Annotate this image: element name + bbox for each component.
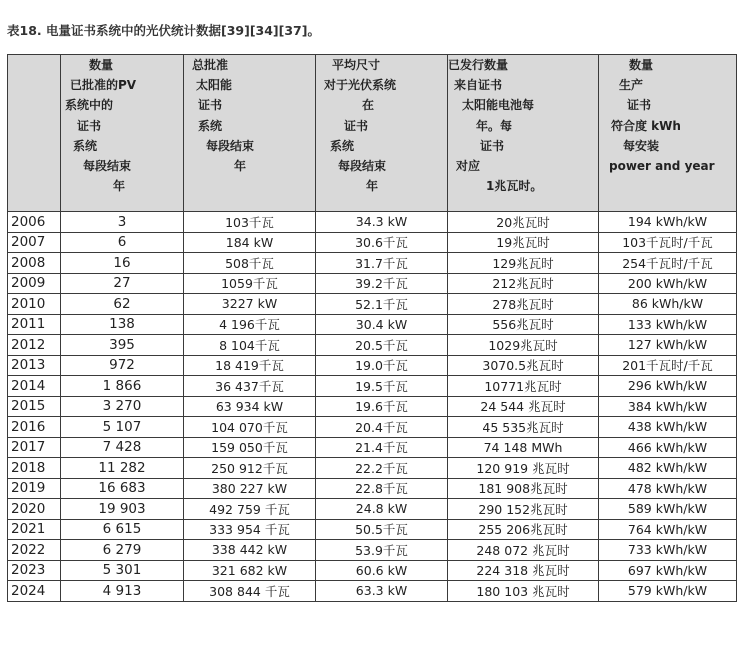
cell-certificates: 129兆瓦时 <box>448 253 599 274</box>
table-row <box>8 417 737 438</box>
cell-average-size: 39.2千瓦 <box>316 273 448 294</box>
header-year <box>8 55 61 212</box>
header-line: 证书 <box>198 98 223 113</box>
header-row <box>8 55 737 212</box>
header-line: 生产 <box>619 78 644 93</box>
cell-year: 2020 <box>8 499 61 520</box>
cell-certificates: 212兆瓦时 <box>448 273 599 294</box>
cell-production: 589 kWh/kW <box>599 499 737 520</box>
table-row <box>8 437 737 458</box>
cell-total-power: 338 442 kW <box>184 540 316 561</box>
cell-total-power: 63 934 kW <box>184 396 316 417</box>
cell-total-power: 380 227 kW <box>184 478 316 499</box>
cell-certificates: 248 072 兆瓦时 <box>448 540 599 561</box>
cell-year: 2014 <box>8 376 61 397</box>
cell-production: 103千瓦时/千瓦 <box>599 232 737 253</box>
cell-production: 133 kWh/kW <box>599 314 737 335</box>
cell-certificates: 224 318 兆瓦时 <box>448 560 599 581</box>
header-production-per-kw <box>599 55 737 212</box>
header-line: 年。每 <box>476 118 513 133</box>
header-approved-systems <box>61 55 184 212</box>
table-row <box>8 232 737 253</box>
table-row <box>8 478 737 499</box>
table-row <box>8 212 737 233</box>
table-row <box>8 540 737 561</box>
table-row <box>8 253 737 274</box>
cell-average-size: 19.6千瓦 <box>316 396 448 417</box>
cell-approved-systems: 6 <box>61 232 184 253</box>
cell-total-power: 103千瓦 <box>184 212 316 233</box>
cell-total-power: 308 844 千瓦 <box>184 581 316 602</box>
cell-certificates: 290 152兆瓦时 <box>448 499 599 520</box>
cell-production: 579 kWh/kW <box>599 581 737 602</box>
cell-year: 2022 <box>8 540 61 561</box>
cell-total-power: 250 912千瓦 <box>184 458 316 479</box>
cell-approved-systems: 7 428 <box>61 437 184 458</box>
header-line: 太阳能电池每 <box>462 98 535 113</box>
cell-year: 2007 <box>8 232 61 253</box>
header-line: 来自证书 <box>454 78 503 93</box>
cell-average-size: 30.6千瓦 <box>316 232 448 253</box>
table-row <box>8 355 737 376</box>
cell-certificates: 556兆瓦时 <box>448 314 599 335</box>
table-row <box>8 335 737 356</box>
table-row <box>8 519 737 540</box>
table-row <box>8 458 737 479</box>
table-body <box>8 212 737 602</box>
table-row <box>8 499 737 520</box>
cell-certificates: 24 544 兆瓦时 <box>448 396 599 417</box>
header-line: 1兆瓦时。 <box>486 179 543 194</box>
cell-approved-systems: 3 <box>61 212 184 233</box>
cell-certificates: 20兆瓦时 <box>448 212 599 233</box>
cell-approved-systems: 4 913 <box>61 581 184 602</box>
cell-approved-systems: 62 <box>61 294 184 315</box>
cell-year: 2018 <box>8 458 61 479</box>
cell-certificates: 3070.5兆瓦时 <box>448 355 599 376</box>
cell-approved-systems: 395 <box>61 335 184 356</box>
header-line: 数量 <box>89 58 114 72</box>
cell-year: 2013 <box>8 355 61 376</box>
cell-year: 2010 <box>8 294 61 315</box>
cell-average-size: 60.6 kW <box>316 560 448 581</box>
cell-certificates: 120 919 兆瓦时 <box>448 458 599 479</box>
cell-year: 2012 <box>8 335 61 356</box>
cell-total-power: 18 419千瓦 <box>184 355 316 376</box>
cell-average-size: 20.4千瓦 <box>316 417 448 438</box>
cell-average-size: 24.8 kW <box>316 499 448 520</box>
cell-total-power: 8 104千瓦 <box>184 335 316 356</box>
cell-year: 2023 <box>8 560 61 581</box>
header-line: 证书 <box>480 138 505 153</box>
table-caption: 表18. 电量证书系统中的光伏统计数据[39][34][37]。 <box>7 23 320 38</box>
cell-average-size: 50.5千瓦 <box>316 519 448 540</box>
cell-year: 2009 <box>8 273 61 294</box>
cell-production: 194 kWh/kW <box>599 212 737 233</box>
cell-approved-systems: 138 <box>61 314 184 335</box>
cell-production: 296 kWh/kW <box>599 376 737 397</box>
header-line: 对于光伏系统 <box>324 78 397 93</box>
cell-certificates: 255 206兆瓦时 <box>448 519 599 540</box>
cell-approved-systems: 972 <box>61 355 184 376</box>
header-line: 对应 <box>456 159 481 174</box>
cell-average-size: 31.7千瓦 <box>316 253 448 274</box>
header-line: 每安装 <box>623 138 660 153</box>
header-line: 系统中的 <box>65 98 114 113</box>
cell-total-power: 333 954 千瓦 <box>184 519 316 540</box>
cell-approved-systems: 16 683 <box>61 478 184 499</box>
cell-average-size: 52.1千瓦 <box>316 294 448 315</box>
header-certificates-issued <box>448 55 599 212</box>
cell-approved-systems: 16 <box>61 253 184 274</box>
header-line: 数量 <box>629 58 654 72</box>
header-line: 太阳能 <box>196 78 233 93</box>
header-line: 总批准 <box>192 58 229 72</box>
cell-total-power: 104 070千瓦 <box>184 417 316 438</box>
cell-production: 384 kWh/kW <box>599 396 737 417</box>
header-line: 年 <box>113 179 126 194</box>
cell-certificates: 45 535兆瓦时 <box>448 417 599 438</box>
cell-total-power: 159 050千瓦 <box>184 437 316 458</box>
cell-production: 438 kWh/kW <box>599 417 737 438</box>
cell-average-size: 53.9千瓦 <box>316 540 448 561</box>
cell-year: 2019 <box>8 478 61 499</box>
cell-production: 482 kWh/kW <box>599 458 737 479</box>
cell-total-power: 36 437千瓦 <box>184 376 316 397</box>
cell-approved-systems: 27 <box>61 273 184 294</box>
table-row <box>8 294 737 315</box>
cell-year: 2015 <box>8 396 61 417</box>
cell-production: 733 kWh/kW <box>599 540 737 561</box>
table-row <box>8 560 737 581</box>
cell-approved-systems: 5 301 <box>61 560 184 581</box>
cell-average-size: 22.2千瓦 <box>316 458 448 479</box>
cell-production: 127 kWh/kW <box>599 335 737 356</box>
cell-certificates: 180 103 兆瓦时 <box>448 581 599 602</box>
cell-production: 478 kWh/kW <box>599 478 737 499</box>
cell-average-size: 19.5千瓦 <box>316 376 448 397</box>
header-line: 年 <box>366 179 379 194</box>
header-average-size <box>316 55 448 212</box>
cell-approved-systems: 11 282 <box>61 458 184 479</box>
header-line: 平均尺寸 <box>332 58 381 72</box>
cell-average-size: 30.4 kW <box>316 314 448 335</box>
cell-approved-systems: 3 270 <box>61 396 184 417</box>
header-line: 每段结束 <box>83 159 132 174</box>
header-line: 系统 <box>73 138 98 153</box>
header-line: 在 <box>362 98 375 113</box>
cell-year: 2006 <box>8 212 61 233</box>
cell-approved-systems: 6 279 <box>61 540 184 561</box>
cell-average-size: 22.8千瓦 <box>316 478 448 499</box>
cell-average-size: 34.3 kW <box>316 212 448 233</box>
cell-production: 466 kWh/kW <box>599 437 737 458</box>
cell-total-power: 321 682 kW <box>184 560 316 581</box>
cell-year: 2016 <box>8 417 61 438</box>
header-total-approved-power <box>184 55 316 212</box>
cell-approved-systems: 5 107 <box>61 417 184 438</box>
header-line: 符合度 kWh <box>611 118 681 133</box>
table-row <box>8 273 737 294</box>
cell-certificates: 278兆瓦时 <box>448 294 599 315</box>
cell-approved-systems: 6 615 <box>61 519 184 540</box>
cell-production: 697 kWh/kW <box>599 560 737 581</box>
cell-production: 254千瓦时/千瓦 <box>599 253 737 274</box>
cell-certificates: 181 908兆瓦时 <box>448 478 599 499</box>
cell-year: 2017 <box>8 437 61 458</box>
cell-year: 2021 <box>8 519 61 540</box>
cell-total-power: 3227 kW <box>184 294 316 315</box>
header-line: 系统 <box>198 118 223 133</box>
header-line: 证书 <box>344 118 369 133</box>
cell-production: 201千瓦时/千瓦 <box>599 355 737 376</box>
header-line: 已批准的PV <box>70 78 137 93</box>
table-row <box>8 314 737 335</box>
table-row <box>8 396 737 417</box>
cell-certificates: 10771兆瓦时 <box>448 376 599 397</box>
cell-production: 86 kWh/kW <box>599 294 737 315</box>
cell-production: 200 kWh/kW <box>599 273 737 294</box>
cell-certificates: 74 148 MWh <box>448 437 599 458</box>
cell-year: 2024 <box>8 581 61 602</box>
table-row <box>8 376 737 397</box>
cell-total-power: 492 759 千瓦 <box>184 499 316 520</box>
header-line: power and year <box>609 159 715 174</box>
pv-statistics-table <box>7 54 737 602</box>
cell-year: 2008 <box>8 253 61 274</box>
cell-total-power: 184 kW <box>184 232 316 253</box>
cell-total-power: 4 196千瓦 <box>184 314 316 335</box>
cell-production: 764 kWh/kW <box>599 519 737 540</box>
header-line: 年 <box>234 159 247 174</box>
cell-approved-systems: 19 903 <box>61 499 184 520</box>
cell-year: 2011 <box>8 314 61 335</box>
cell-average-size: 20.5千瓦 <box>316 335 448 356</box>
cell-average-size: 21.4千瓦 <box>316 437 448 458</box>
cell-certificates: 19兆瓦时 <box>448 232 599 253</box>
header-line: 每段结束 <box>206 138 255 153</box>
header-line: 每段结束 <box>338 159 387 174</box>
cell-average-size: 19.0千瓦 <box>316 355 448 376</box>
cell-total-power: 1059千瓦 <box>184 273 316 294</box>
cell-approved-systems: 1 866 <box>61 376 184 397</box>
cell-total-power: 508千瓦 <box>184 253 316 274</box>
cell-certificates: 1029兆瓦时 <box>448 335 599 356</box>
table-row <box>8 581 737 602</box>
header-line: 系统 <box>330 138 355 153</box>
header-line: 证书 <box>77 118 102 133</box>
cell-average-size: 63.3 kW <box>316 581 448 602</box>
header-line: 证书 <box>627 98 652 113</box>
header-line: 已发行数量 <box>448 58 509 72</box>
